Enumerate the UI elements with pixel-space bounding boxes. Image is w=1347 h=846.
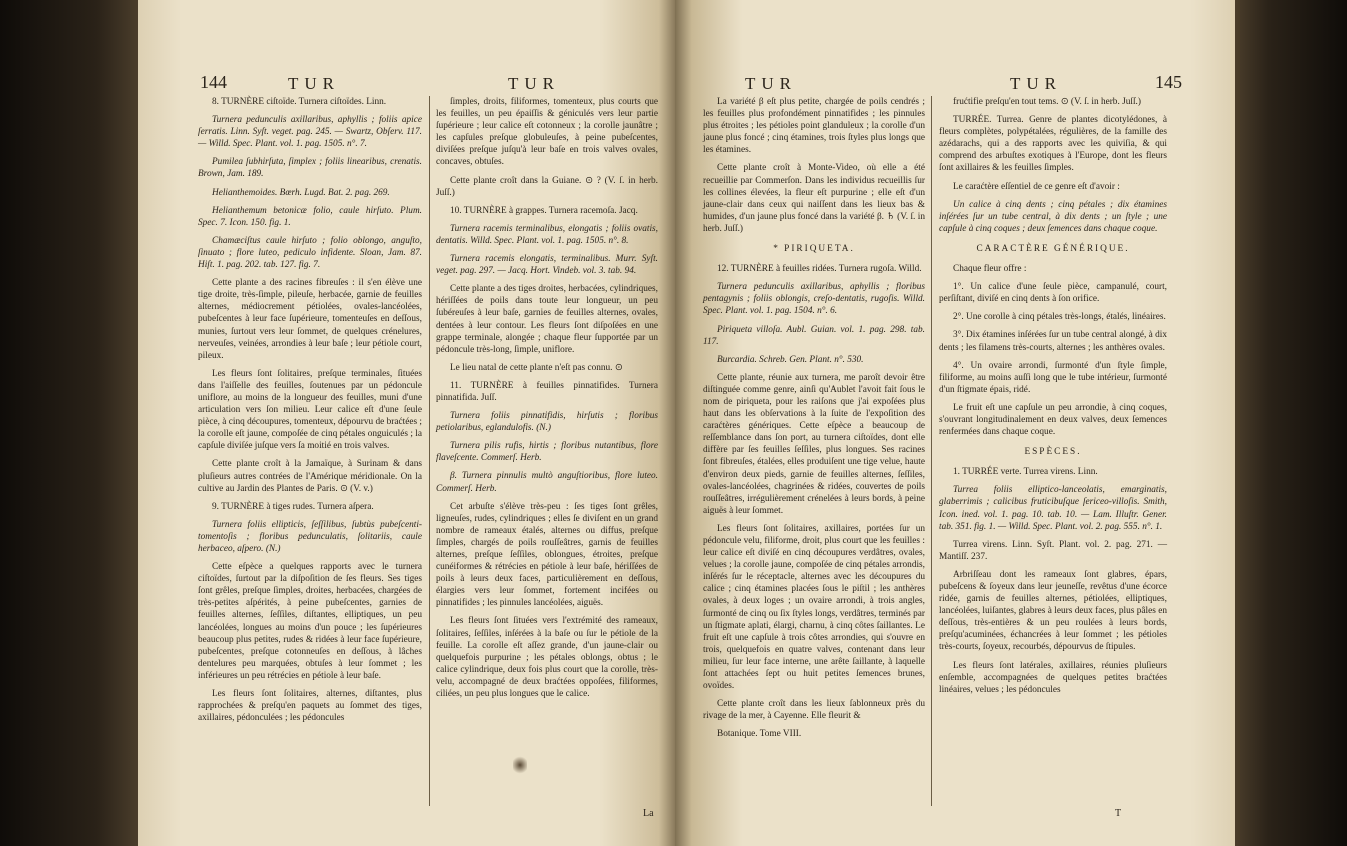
text-column-right xyxy=(939,96,1167,702)
paragraph: Chamæciſtus caule hirſuto ; folio oblongo, anguſto, ſinuato ; flore luteo, pediculo infidente. Sloan, Jam. 87. Hiſt. 1. pag. 202. tab. 127. fig. 7. xyxy=(198,235,422,271)
catchword: T xyxy=(1115,808,1122,819)
paragraph: ESPÈCES. xyxy=(1024,447,1082,458)
paragraph: 11. TURNÈRE à feuilles pinnatifides. Turnera pinnatifida. Juſſ. xyxy=(436,380,658,403)
paragraph: Cette eſpèce a quelques rapports avec le turnera ciſtoïdes, ſurtout par la diſpoſition de ſes fleurs. Ses tiges ſont grêles, preſque ſimples, droites, herbacées, chargées de très-petites aſpérités, à peine pubeſcentes, garnies de feuilles alternes, ſeſſiles, diſtantes, elliptiques, un peu lancéolées, longues au moins d'un pouce ; les ſupérieures beaucoup plus petites, rudes & ridées à leur face ſupérieure, pubeſcentes, preſque cotonneuſes en deſſous, à lâches dentelures peu marquées, obtuſes à leur ſommet ; les inférieures un peu rétrécies en pétiole à leur baſe. xyxy=(198,562,422,681)
paragraph: Turnera foliis pinnatifidis, hirſutis ; floribus petiolaribus, eglandulofis. (N.) xyxy=(436,411,658,434)
paragraph: La variété β eſt plus petite, chargée de poils cendrés ; les feuilles plus profondément pinnatifides ; les pinnules plus étroites ; les pétioles point glanduleux ; la corolle d'un jaune plus foncé ; cinq étamines, trois ſtyles plus longs que les étamines. xyxy=(703,97,925,156)
paragraph: 9. TURNÈRE à tiges rudes. Turnera aſpera. xyxy=(212,501,374,512)
paragraph: * PIRIQUETA. xyxy=(773,244,855,255)
paragraph: 2°. Une corolle à cinq pétales très-longs, étalés, linéaires. xyxy=(953,312,1166,323)
running-head: TUR xyxy=(1010,74,1062,93)
paragraph: 3°. Dix étamines inſérées ſur un tube central alongé, à dix dents ; les filamens très-courts, alternes ; les anthères ovales. xyxy=(939,330,1167,353)
paragraph: frućtifie preſqu'en tout tems. ⊙ (V. ſ. in herb. Juſſ.) xyxy=(953,97,1141,107)
paragraph: 1. TURRÉE verte. Turrea virens. Linn. xyxy=(953,467,1098,478)
text-column-left xyxy=(198,96,422,730)
paragraph: Les fleurs ſont ſolitaires, axillaires, portées ſur un pédoncule velu, filiforme, droit, plus court que les feuilles : leur calice eſt diviſé en cinq découpures verdâtres, ovales, velues ; la corolle jaune, compoſée de cinq pétales arrondis, inſérés ſur le réceptacle, alternes avec les découpures du calice ; cinq étamines placées ſous le piſtil ; les anthères ovales, à deux loges ; un ovaire arrondi, à trois angles, ſurmonté de cinq ou ſix ſtyles longs, verdâtres, terminés par un ſtigmate aplati, élargi, charnu, à cinq côtes ſaillantes. Le fruit eſt une capſule à trois côtes arrondies, qui s'ouvre en trois, quelquefois en quatre valves, contenant dans leur milieu, ſur leur face interne, une arête ſaillante, à laquelle ſont attachées ſept ou huit petites ſemences brunes, ovoïdes. xyxy=(703,523,925,692)
paragraph: Le lieu natal de cette plante n'eſt pas connu. ⊙ xyxy=(450,362,623,373)
paragraph: Turnera racemis terminalibus, elongatis ; foliis ovatis, dentatis. Willd. Spec. Plant. vol. 1. pag. 1505. n°. 8. xyxy=(436,223,658,246)
book-edge-right xyxy=(1235,0,1347,846)
catchword: La xyxy=(643,808,654,819)
paragraph: Piriqueta villoſa. Aubl. Guian. vol. 1. pag. 298. tab. 117. xyxy=(703,324,925,347)
paragraph: Helianthemoides. Bœrh. Lugd. Bat. 2. pag. 269. xyxy=(212,187,390,198)
column-rule xyxy=(429,96,430,806)
running-head: TUR xyxy=(745,74,797,93)
paragraph: Le fruit eſt une capſule un peu arrondie, à cinq coques, s'ouvrant longitudinalement en deux valves, deux ſemences renfermées dans chaque coque. xyxy=(939,402,1167,438)
paragraph: Botanique. Tome VIII. xyxy=(717,729,802,740)
page-number: 144 xyxy=(200,72,227,92)
paragraph: Turnera pedunculis axillaribus, aphyllis ; floribus pentagynis ; foliis oblongis, creſo-dentatis, rugoſis. Willd. Spec. Plant. vol. 1. pag. 1504. n°. 6. xyxy=(703,282,925,317)
paragraph: Cet arbuſte s'élève très-peu : ſes tiges ſont grêles, ligneuſes, rudes, cylindriques ; elles ſe diviſent en un grand nombre de rameaux étalés, alternes ou diffus, preſque ſimples, chargés de poils rouſſeâtres, garnis de feuilles alternes, preſque ſeſſiles, oblongues, étroites, preſque cunéiformes & rétrécies en pétiole à leur baſe, hériſſées de poils à leurs deux faces, particulièrement en deſſous, élargies vers leur ſommet, fortement incifées ou pinnatifides ; les pinnules lancéolées, aiguës. xyxy=(436,501,658,609)
paragraph: Cette plante, réunie aux turnera, me paroît devoir être diſtinguée comme genre, ainſi qu'Aublet l'avoit fait ſous le nom de piriqueta, pour les raiſons que j'ai expoſées plus haut dans les obſervations à la ſuite de l'expoſition des caraćtères génériques. Cette eſpèce a beaucoup de reſſemblance dans ſon port, au turnera ciſtoïdes, dont elle diffère par ſes feuilles ſeſſiles, plus longues. Ses racines ſont fibreuſes, étalées, elles produiſent une tige velue, haute d'environ deux pieds, garnie de feuilles alternes, ſeſſiles, ovales-lancéolées, chagrinées & ridées, couvertes de poils rouſſeâtres, irrégulièrement crénelées à leurs bords, à peine aiguës à leur ſommet. xyxy=(703,372,925,516)
paragraph: Turnera racemis elongatis, terminalibus. Murr. Syſt. veget. pag. 297. — Jacq. Hort. Vindeb. vol. 3. tab. 94. xyxy=(436,254,658,277)
paragraph: Cette plante croît dans les lieux ſablonneux près du rivage de la mer, à Cayenne. Elle fleurit & xyxy=(703,699,925,722)
paragraph: Chaque fleur offre : xyxy=(953,264,1027,275)
paragraph: Cette plante a des tiges droites, herbacées, cylindriques, hériſſées de poils dans toute leur longueur, un peu ſubéreuſes à leur baſe, garnies de feuilles alternes, ovales, dentées à leur contour. Les fleurs ſont diſpoſées en une grappe terminale, alongée ; chaque fleur ſupportée par un pédoncule très-long, ſimple, uniflore. xyxy=(436,284,658,355)
paragraph: Cette plante croît à la Jamaïque, à Surinam & dans pluſieurs autres contrées de l'Amérique méridionale. On la cultive au Jardin des Plantes de Paris. ⊙ (V. v.) xyxy=(198,459,422,494)
paragraph: Helianthemum betonicæ folio, caule hirſuto. Plum. Spec. 7. Icon. 150. fig. 1. xyxy=(198,205,422,228)
paragraph: Burcardia. Schreb. Gen. Plant. n°. 530. xyxy=(717,354,864,365)
text-column-right xyxy=(436,96,658,706)
paragraph: Pumilea ſubhirſuta, ſimplex ; foliis linearibus, crenatis. Brown, Jam. 189. xyxy=(198,157,422,180)
paragraph: Turnera foliis ellipticis, ſeſſilibus, ſubtùs pubeſcenti-tomentoſis ; floribus pedunculatis, ſolitariis, caule herbaceo, aſpero. (N.) xyxy=(198,519,422,554)
paragraph: 10. TURNÈRE à grappes. Turnera racemoſa. Jacq. xyxy=(450,205,638,216)
paragraph: Le caraćtère eſſentiel de ce genre eſt d'avoir : xyxy=(953,181,1120,192)
book-edge-left xyxy=(0,0,138,846)
running-head: TUR xyxy=(508,74,560,93)
paragraph: 8. TURNÈRE ciſtoïde. Turnera ciſtoïdes. Linn. xyxy=(212,97,387,107)
paragraph: Cette plante croît dans la Guiane. ⊙ ? (V. ſ. in herb. Juſſ.) xyxy=(436,175,658,198)
paragraph: Turrea foliis elliptico-lanceolatis, emarginatis, glaberrimis ; calicibus fruticibuſque ſericeo-villoſis. Smith, Icon. ined. vol. 1. pag. 10. tab. 10. — Lam. Illuſtr. Gener. tab. 351. fig. 1. — Willd. Spec. Plant. vol. 2. pag. 555. n°. 1. xyxy=(939,485,1167,532)
paragraph: Les fleurs ſont latérales, axillaires, réunies pluſieurs enſemble, accompagnées de quelques petites braćtées linéaires, velues ; les pédoncules xyxy=(939,660,1167,695)
paragraph: β. Turnera pinnulis multò anguſtioribus, flore luteo. Commerſ. Herb. xyxy=(436,471,658,494)
paragraph: Turrea virens. Linn. Syſt. Plant. vol. 2. pag. 271. — Mantiſſ. 237. xyxy=(939,539,1167,562)
ink-stain xyxy=(513,755,527,775)
paragraph: CARACTÈRE GÉNÉRIQUE. xyxy=(976,243,1130,254)
paragraph: Cette plante croît à Monte-Video, où elle a été recueillie par Commerſon. Dans les individus recueillis ſur les collines élevées, la fleur eſt purpurine ; elle eſt d'un jaune-clair dans ceux qui naiſſent dans les lieux bas & humides, d'un jaune plus foncé dans la variété β. ♄ (V. ſ. in herb. Juſſ.) xyxy=(703,163,925,234)
paragraph: Un calice à cinq dents ; cinq pétales ; dix étamines inſérées ſur un tube central, à dix dents ; un ſtyle ; une capſule à cinq coques ; deux ſemences dans chaque coque. xyxy=(939,199,1167,234)
paragraph: TURRÉE. Turrea. Genre de plantes dicotylédones, à fleurs complètes, polypétalées, régulières, de la famille des azédarachs, qui a des rapports avec les quiviſia, & qui comprend des arbuſtes exotiques à l'Europe, dont les fleurs ſont axillaires & les feuilles ſimples. xyxy=(939,115,1167,174)
page-number: 145 xyxy=(1155,72,1182,92)
left-page xyxy=(138,0,675,846)
paragraph: 4°. Un ovaire arrondi, ſurmonté d'un ſtyle ſimple, filiforme, au moins auſſi long que le tube intérieur, ſurmonté d'un ſtigmate épais, ridé. xyxy=(939,360,1167,395)
column-rule xyxy=(931,96,932,806)
paragraph: 12. TURNÈRE à feuilles ridées. Turnera rugoſa. Willd. xyxy=(717,264,922,275)
paragraph: Turnera pedunculis axillaribus, aphyllis ; foliis apice ſerratis. Linn. Syſt. veget. pag. 245. — Swartz, Obſerv. 117. — Willd. Spec. Plant. vol. 1. pag. 1505. n°. 7. xyxy=(198,115,422,150)
running-head: TUR xyxy=(288,74,340,93)
paragraph: Les fleurs ſont ſituées vers l'extrémité des rameaux, ſolitaires, ſeſſiles, inſérées à la baſe ou ſur le pétiole de la feuille. La corolle eſt aſſez grande, d'un jaune-clair ou quelquefois purpurine ; les pétales oblongs, obtus ; le calice cylindrique, deux fois plus court que la corolle, très-velu, accompagné de deux braćtées oppoſées, filiformes, ciliées, un peu plus longues que le calice. xyxy=(436,616,658,700)
right-page xyxy=(675,0,1235,846)
paragraph: Cette plante a des racines fibreuſes : il s'en élève une tige droite, très-ſimple, pileuſe, herbacée, garnie de feuilles alternes, médiocrement pétiolées, ovales-lancéolées, pubeſcentes à leur face ſupérieure, tomenteuſes en deſſous, munies, ſurtout vers leur ſommet, de quelques crénelures, nerveuſes, veinées, arrondies à leur baſe ; leur pétiole court, pileux. xyxy=(198,278,422,361)
paragraph: Les fleurs ſont ſolitaires, alternes, diſtantes, plus rapprochées & preſqu'en paquets au ſommet des tiges, axillaires, pédonculées ; les pédoncules xyxy=(198,689,422,724)
paragraph: Arbriſſeau dont les rameaux ſont glabres, épars, pubeſcens & ſoyeux dans leur jeuneſſe, revêtus d'une écorce ridée, garnis de feuilles alternes, pétiolées, elliptiques, lancéolées, luiſantes, glabres à leurs deux faces, plus pâles en deſſous, très-entières & un peu roulées à leurs bords, preſqu'acuminées, échancrées à leur ſommet ; les pétioles très-courts, ſoyeux, recourbés, dépourvus de ſtipules. xyxy=(939,569,1167,653)
paragraph: ſimples, droits, filiformes, tomenteux, plus courts que les feuilles, un peu épaiſſis & géniculés vers leur partie ſupérieure ; leur calice eſt cotonneux ; la corolle jaunâtre ; les capſules preſque globuleuſes, à peine pubeſcentes, diviſées preſque juſqu'à leur baſe en trois valves ovales, concaves, obtuſes. xyxy=(436,97,658,168)
paragraph: Turnera pilis rufis, hirtis ; floribus nutantibus, flore flaveſcente. Commerſ. Herb. xyxy=(436,441,658,464)
paragraph: Les fleurs ſont ſolitaires, preſque terminales, ſituées dans l'aiſſelle des feuilles, ſoutenues par un pédoncule uniflore, au moins de la longueur des feuilles, muni d'une articulation vers ſon milieu. Leur calice eſt d'une ſeule pièce, à cinq découpures, tomenteux, dépourvu de braćtées ; la corolle eſt jaune, compoſée de cinq pétales onguiculés ; la capſule diviſée juſque vers ſa moitié en trois valves. xyxy=(198,368,422,452)
paragraph: 1°. Un calice d'une ſeule pièce, campanulé, court, perſiſtant, diviſé en cinq dents à ſon orifice. xyxy=(939,282,1167,305)
text-column-left xyxy=(703,96,925,747)
